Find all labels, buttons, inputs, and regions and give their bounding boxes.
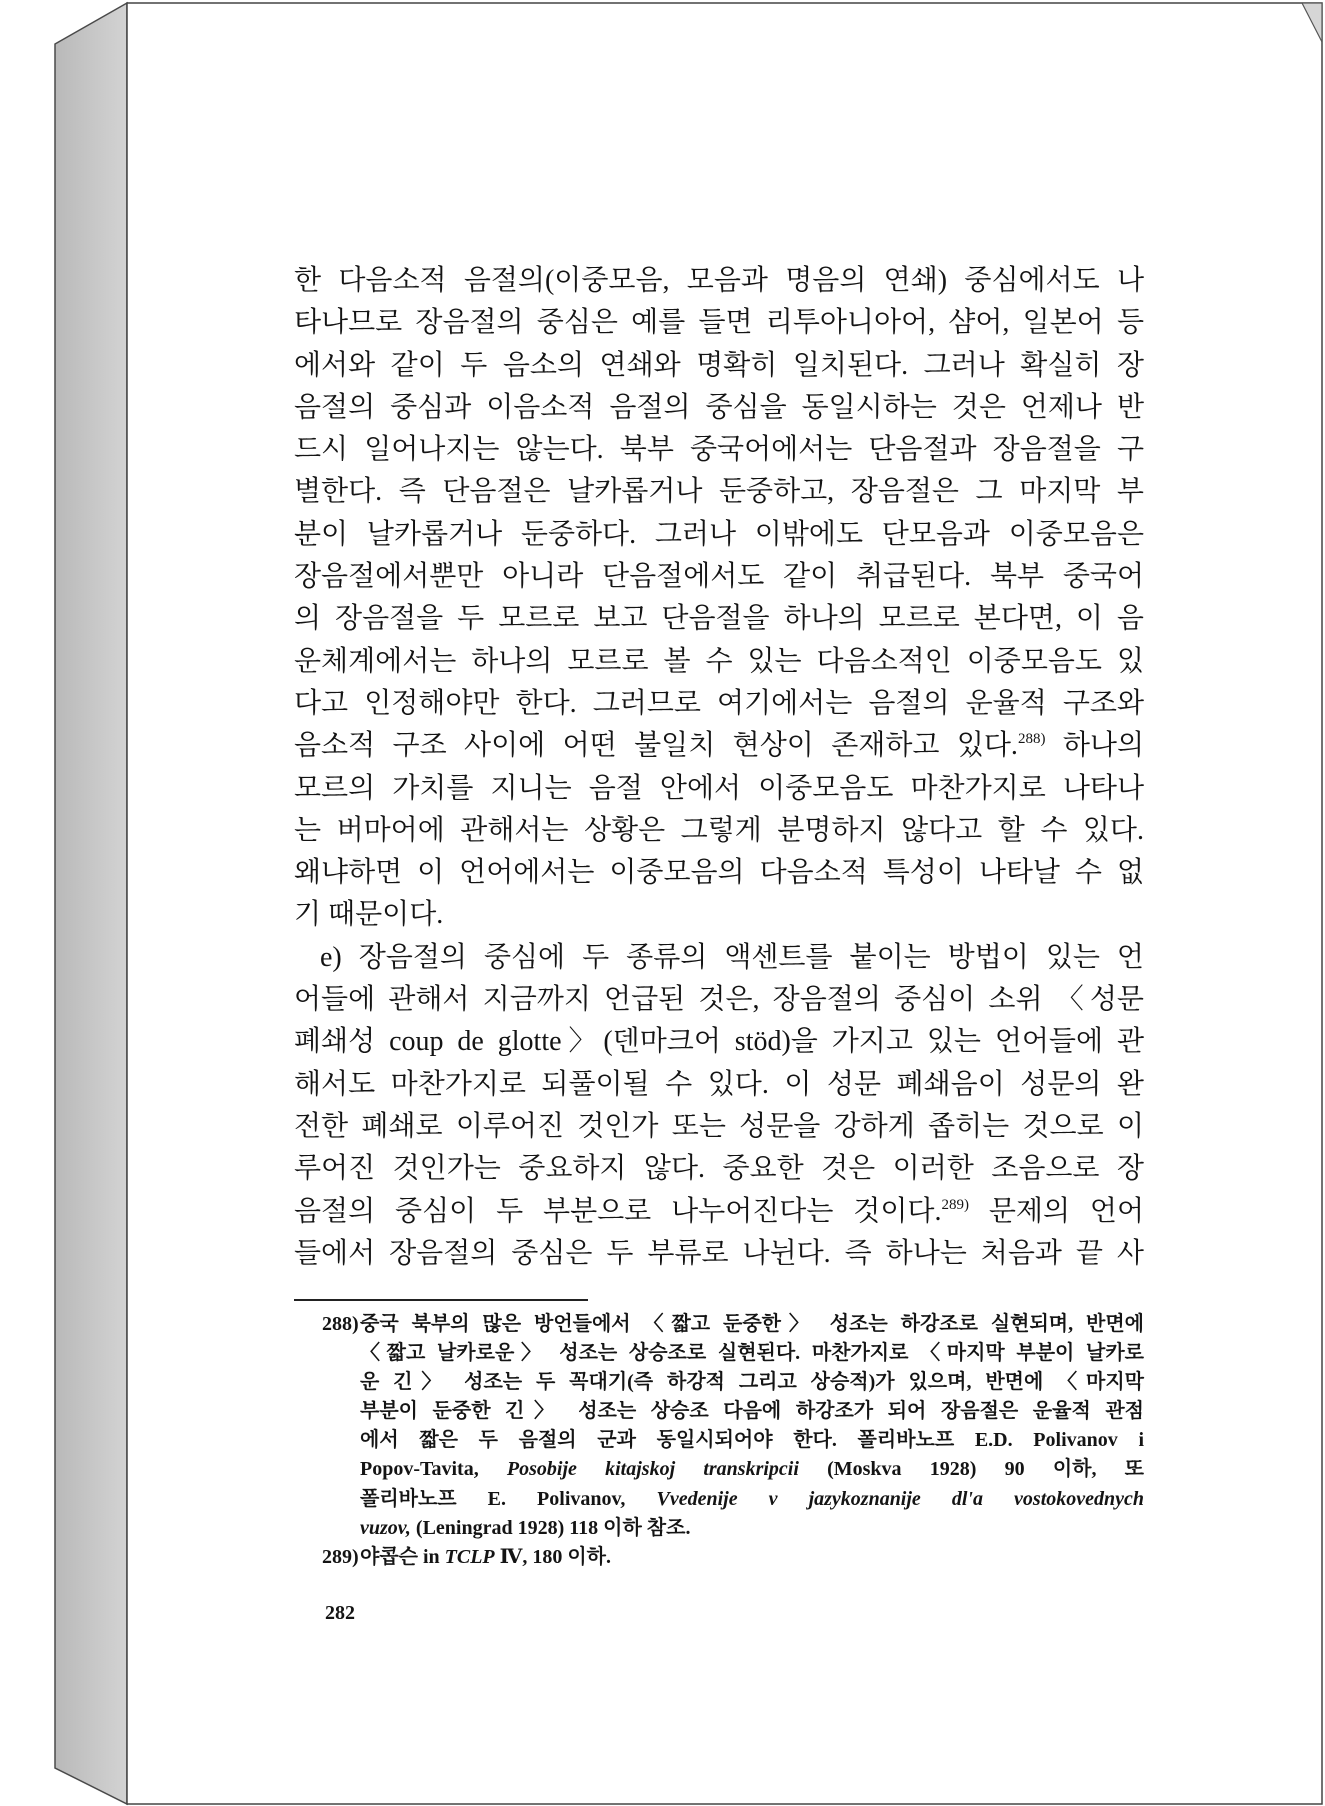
body-line [294,1233,1144,1275]
footnote-line [322,1368,1144,1397]
body-line [294,810,1144,852]
body-line [294,471,1144,513]
body-line-text: 타나므로 장음절의 중심은 예를 들면 리투아니아어, 샴어, 일본어 등 [294,307,1144,339]
body-line-text: 드시 일어나지는 않는다. 북부 중국어에서는 단음절과 장음절을 구 [294,434,1144,466]
body-line-text: 장음절에서뿐만 아니라 단음절에서도 같이 취급된다. 북부 중국어 [294,561,1144,593]
body-line [294,302,1144,344]
body-line [294,1064,1144,1106]
body-line-text: 하나의 [1045,730,1144,762]
body-line-text: 폐쇄성 coup de glotte〉(덴마크어 stöd)을 가지고 있는 언어들에 관 [294,1026,1144,1058]
footnote-line [322,1339,1144,1368]
body-line-text: 운체계에서는 하나의 모르로 볼 수 있는 다음소적인 이중모음도 있 [294,645,1144,677]
body-line [294,429,1144,471]
body-line [294,556,1144,598]
body-line [294,345,1144,387]
footnote-book-title: Posobije kitajskoj transkripcii [506,1458,799,1481]
footnote-line [322,1543,1144,1572]
footnote-text [360,1514,1144,1543]
footnote-label-spacer [322,1339,360,1368]
body-line [294,979,1144,1021]
footnote-divider [294,1299,588,1301]
body-line [294,1148,1144,1190]
body-line-text: 음소적 구조 사이에 어떤 불일치 현상이 존재하고 있다. [294,730,1018,762]
footnote-line [322,1455,1144,1484]
footnote-text [360,1397,1144,1426]
footnote-label-spacer [322,1426,360,1455]
footnote-label-spacer [322,1485,360,1514]
body-line-text: 문제의 언어 [968,1195,1144,1227]
footnote-reference-288[interactable]: 288) [1017,731,1046,748]
footnote-text [360,1368,1144,1397]
body-line [294,514,1144,556]
body-line-text: 의 장음절을 두 모르로 보고 단음절을 하나의 모르로 본다면, 이 음 [294,603,1144,635]
body-line-text: 왜냐하면 이 언어에서는 이중모음의 다음소적 특성이 나타날 수 없 [294,857,1144,889]
footnote-text-segment: 부분이 둔중한 긴〉 성조는 상승조 다음에 하강조가 되어 장음절은 운율적 관점 [360,1400,1144,1423]
body-line [294,260,1144,302]
footnote-text [360,1310,1144,1339]
body-line-text: 들에서 장음절의 중심은 두 부류로 나뉜다. 즉 하나는 처음과 끝 사 [294,1237,1144,1269]
footnote-text-segment: Popov-Tavita, [360,1458,507,1481]
footnote-line [322,1514,1144,1543]
body-line-text: 다고 인정해야만 한다. 그러므로 여기에서는 음절의 운율적 구조와 [294,687,1144,719]
footnote-label: 288) [322,1313,359,1335]
body-line-text: 모르의 가치를 지니는 음절 안에서 이중모음도 마찬가지로 나타나 [294,772,1144,804]
body-line-text: 해서도 마찬가지로 되풀이될 수 있다. 이 성문 폐쇄음이 성문의 완 [294,1068,1144,1100]
footnote-line [322,1485,1144,1514]
body-line [294,937,1144,979]
footnote-label-spacer [322,1514,360,1543]
body-line [294,725,1144,767]
body-line-text: 음절의 중심과 이음소적 음절의 중심을 동일시하는 것은 언제나 반 [294,391,1144,423]
book-side-edge [55,3,127,1804]
footnote-book-title: vuzov, [360,1516,411,1539]
body-line-text: 루어진 것인가는 중요하지 않다. 중요한 것은 이러한 조음으로 장 [294,1153,1144,1185]
body-line [294,598,1144,640]
footnote-text-segment: 에서 짧은 두 음절의 군과 동일시되어야 한다. 폴리바노프 E.D. Polivanov i [360,1429,1144,1452]
body-line [294,894,1144,936]
footnote-text-segment: 폴리바노프 E. Polivanov, [360,1487,657,1510]
footnote-text [360,1543,1144,1572]
footnote-text-segment: (Moskva 1928) 90 이하, 또 [798,1458,1144,1481]
footnote-text-segment: 운 긴〉 성조는 두 꼭대기(즉 하강적 그리고 상승적)가 있으며, 반면에 〈마지막 [360,1371,1144,1394]
body-line-text: 음절의 중심이 두 부분으로 나누어진다는 것이다. [294,1195,942,1227]
footnote-text [360,1455,1144,1484]
footnote-text-segment: (Leningrad 1928) 118 이하 참조. [410,1516,691,1539]
footnote-text [360,1339,1144,1368]
body-line-text: 별한다. 즉 단음절은 날카롭거나 둔중하고, 장음절은 그 마지막 부 [294,476,1144,508]
body-line-text: 기 때문이다. [294,899,444,931]
page-number: 282 [325,1602,355,1624]
footnote-text-segment: Ⅳ, 180 이하. [494,1545,611,1568]
body-line-text: 전한 폐쇄로 이루어진 것인가 또는 성문을 강하게 좁히는 것으로 이 [294,1110,1144,1142]
footnote-journal-title: TCLP [444,1545,495,1568]
footnote-line [322,1310,1144,1339]
body-line [294,768,1144,810]
footnote-line [322,1397,1144,1426]
body-line [294,1021,1144,1063]
footnote-label: 289) [322,1545,359,1568]
footnote-label-spacer [322,1397,360,1426]
body-line [294,852,1144,894]
body-line [294,683,1144,725]
footnote-line [322,1426,1144,1455]
body-line [294,641,1144,683]
body-line-text: e) 장음절의 중심에 두 종류의 액센트를 붙이는 방법이 있는 언 [320,941,1144,973]
body-line-text: 분이 날카롭거나 둔중하다. 그러나 이밖에도 단모음과 이중모음은 [294,518,1144,550]
footnote-label-spacer [322,1368,360,1397]
body-line-text: 는 버마어에 관해서는 상황은 그렇게 분명하지 않다고 할 수 있다. [294,814,1144,846]
body-line [294,1191,1144,1233]
footnote-text-segment: 중국 북부의 많은 방언들에서 〈짧고 둔중한〉 성조는 하강조로 실현되며, 반면에 [360,1313,1144,1335]
body-text [294,260,1144,1275]
body-line-text: 에서와 같이 두 음소의 연쇄와 명확히 일치된다. 그러나 확실히 장 [294,349,1144,381]
footnote-label-spacer [322,1455,360,1484]
body-line-text: 한 다음소적 음절의(이중모음, 모음과 명음의 연쇄) 중심에서도 나 [294,265,1144,296]
footnote-text [360,1426,1144,1455]
footnote-reference-289[interactable]: 289) [941,1196,969,1213]
body-line [294,1106,1144,1148]
footnote-text [360,1485,1144,1514]
body-line [294,387,1144,429]
footnote-book-title: Vvedenije v jazykoznanije dl'a vostokovednych [656,1487,1145,1510]
body-line-text: 어들에 관해서 지금까지 언급된 것은, 장음절의 중심이 소위 〈성문 [294,984,1144,1016]
footnote-text-segment: 야콥슨 in [360,1545,445,1568]
footnotes [322,1310,1144,1572]
footnote-text-segment: 〈짧고 날카로운〉 성조는 상승조로 실현된다. 마찬가지로 〈마지막 부분이 날카로 [360,1342,1144,1365]
